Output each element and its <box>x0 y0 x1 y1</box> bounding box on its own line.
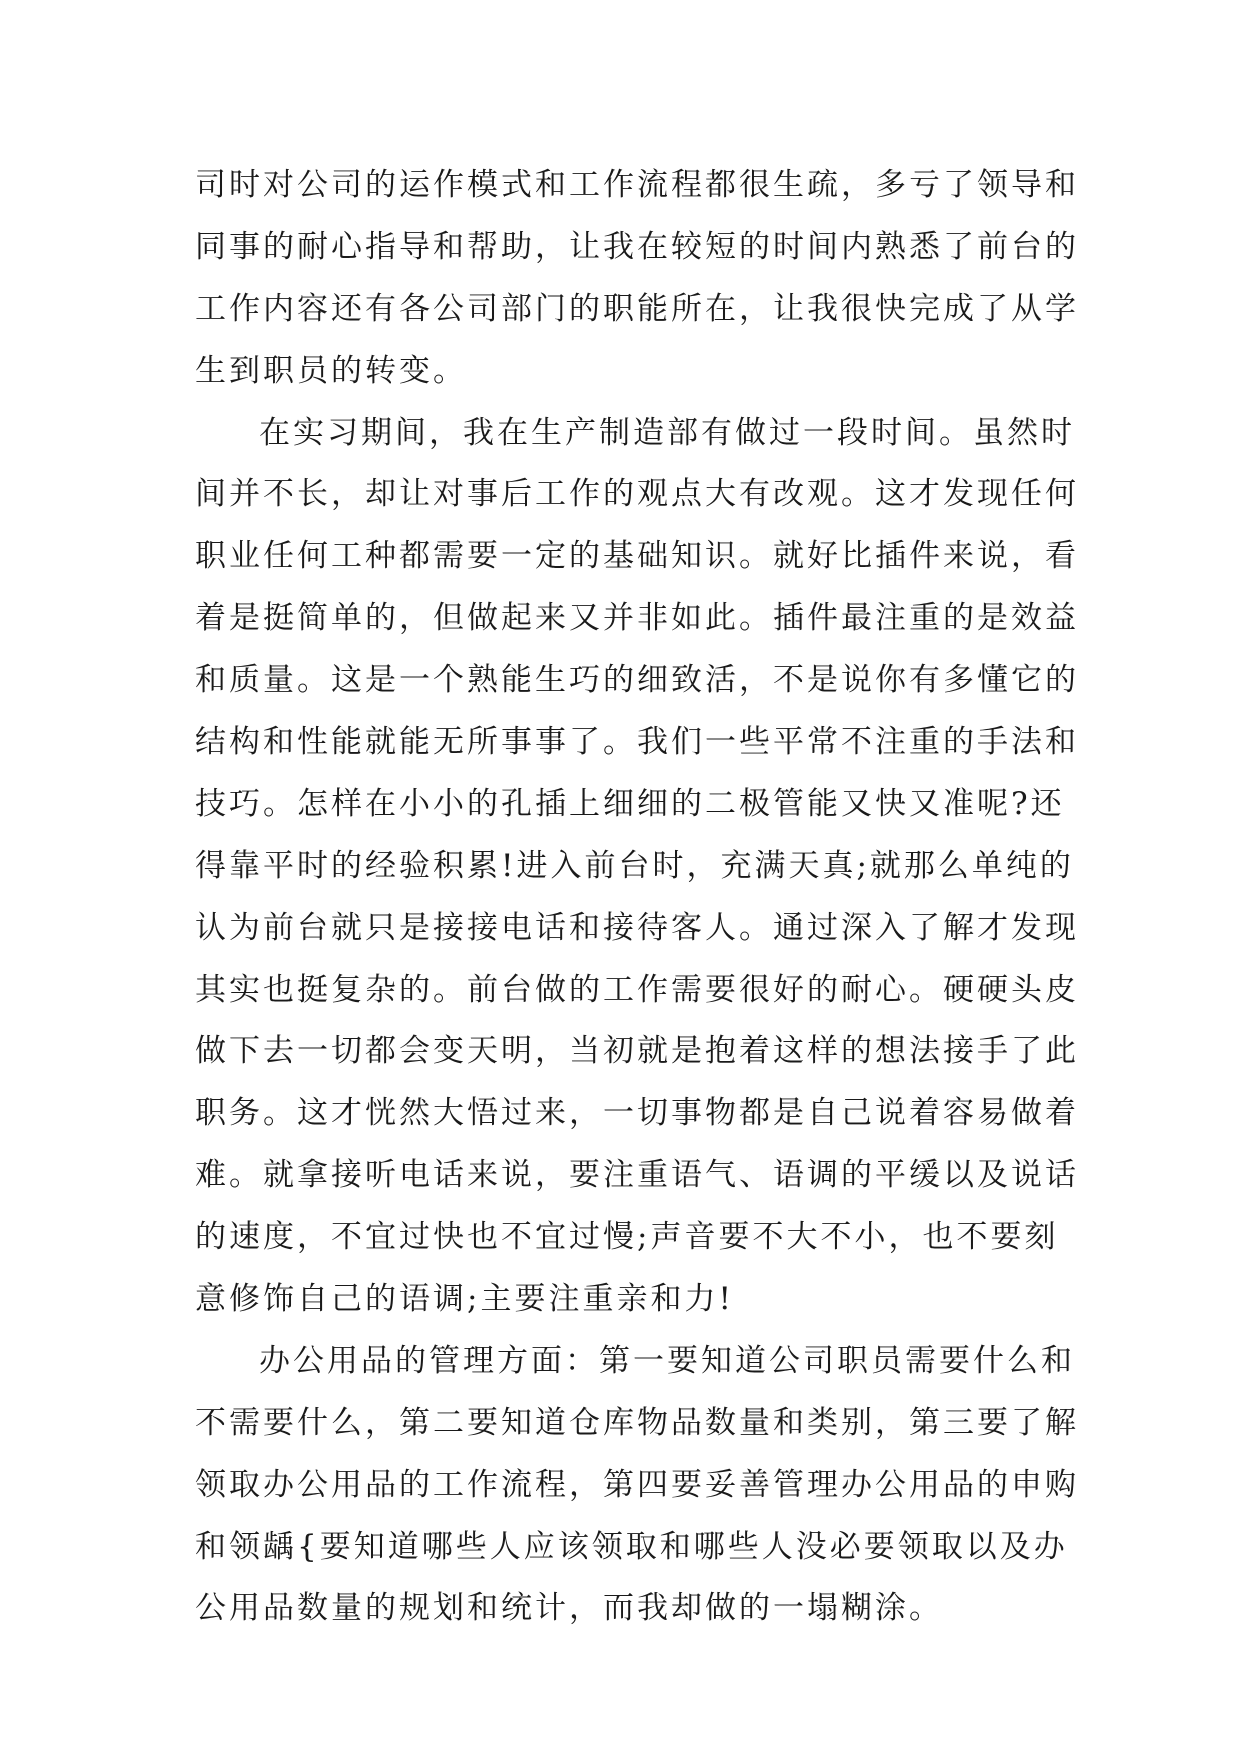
text-line: 办公用品的管理方面：第一要知道公司职员需要什么和 <box>259 1342 1075 1379</box>
text-line: 间并不长，却让对事后工作的观点大有改观。这才发现任何 <box>195 476 1079 513</box>
text-line: 领取办公用品的工作流程，第四要妥善管理办公用品的申购 <box>195 1466 1079 1503</box>
text-line: 其实也挺复杂的。前台做的工作需要很好的耐心。硬硬头皮 <box>195 971 1079 1008</box>
paragraph-1 <box>195 155 1079 403</box>
text-line: 职业任何工种都需要一定的基础知识。就好比插件来说，看 <box>195 538 1079 575</box>
text-line: 工作内容还有各公司部门的职能所在，让我很快完成了从学 <box>195 290 1079 327</box>
text-line: 同事的耐心指导和帮助，让我在较短的时间内熟悉了前台的 <box>195 228 1079 265</box>
text-line: 得靠平时的经验积累!进入前台时，充满天真;就那么单纯的 <box>195 847 1074 884</box>
text-line: 做下去一切都会变天明，当初就是抱着这样的想法接手了此 <box>195 1033 1079 1070</box>
text-line: 不需要什么，第二要知道仓库物品数量和类别，第三要了解 <box>195 1404 1079 1441</box>
text-line: 司时对公司的运作模式和工作流程都很生疏，多亏了领导和 <box>195 167 1079 203</box>
text-line: 着是挺简单的，但做起来又并非如此。插件最注重的是效益 <box>195 600 1079 637</box>
text-line: 认为前台就只是接接电话和接待客人。通过深入了解才发现 <box>195 909 1079 946</box>
text-line: 和质量。这是一个熟能生巧的细致活，不是说你有多懂它的 <box>195 662 1079 699</box>
text-line: 的速度，不宜过快也不宜过慢;声音要不大不小，也不要刻 <box>195 1219 1059 1256</box>
text-line: 意修饰自己的语调;主要注重亲和力! <box>195 1281 734 1318</box>
document-body <box>195 155 1079 1640</box>
text-line: 和领龋{要知道哪些人应该领取和哪些人没必要领取以及办 <box>195 1528 1068 1565</box>
text-line: 职务。这才恍然大悟过来，一切事物都是自己说着容易做着 <box>195 1095 1079 1132</box>
paragraph-3 <box>195 1331 1079 1640</box>
text-line: 在实习期间，我在生产制造部有做过一段时间。虽然时 <box>259 414 1075 451</box>
paragraph-2 <box>195 403 1079 1331</box>
text-line: 技巧。怎样在小小的孔插上细细的二极管能又快又准呢?还 <box>195 785 1065 822</box>
text-line: 公用品数量的规划和统计，而我却做的一塌糊涂。 <box>195 1590 943 1627</box>
text-line: 难。就拿接听电话来说，要注重语气、语调的平缓以及说话 <box>195 1157 1079 1194</box>
text-line: 生到职员的转变。 <box>195 352 467 389</box>
text-line: 结构和性能就能无所事事了。我们一些平常不注重的手法和 <box>195 724 1079 761</box>
